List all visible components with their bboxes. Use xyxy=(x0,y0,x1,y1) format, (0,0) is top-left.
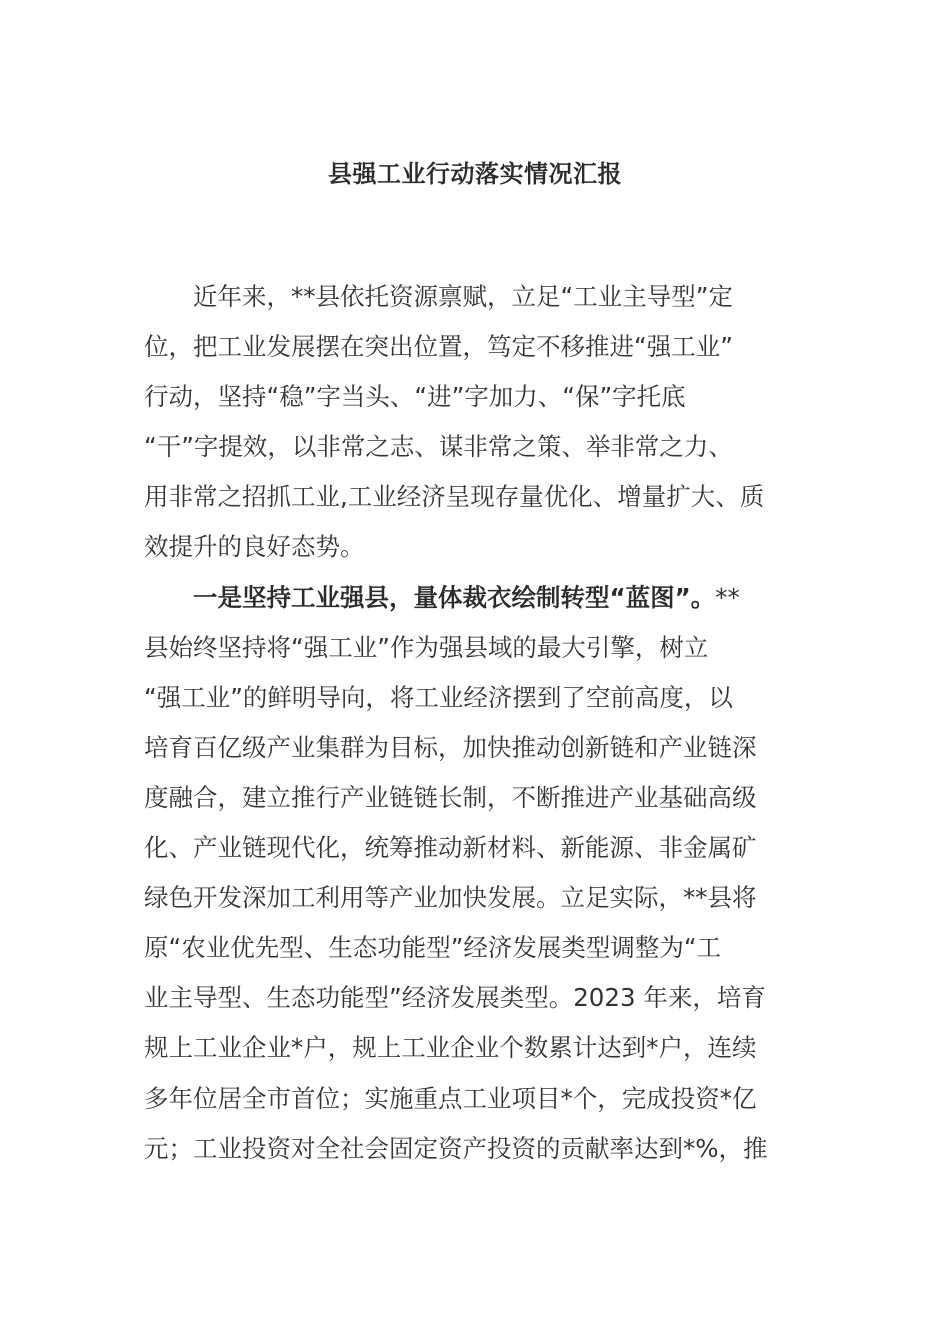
paragraph-2 xyxy=(144,573,806,1174)
paragraph-2-line: 培育百亿级产业集群为目标，加快推动创新链和产业链深 xyxy=(144,732,757,762)
paragraph-2-line: 绿色开发深加工利用等产业加快发展。立足实际，**县将 xyxy=(144,883,757,913)
paragraph-2-line: 原“农业优先型、生态功能型”经济发展类型调整为“工 xyxy=(144,933,722,963)
document-title: 县强工业行动落实情况汇报 xyxy=(328,160,622,188)
paragraph-2-line: 多年位居全市首位；实施重点工业项目*个，完成投资*亿 xyxy=(144,1083,757,1113)
paragraph-1-line: 用非常之招抓工业,工业经济呈现存量优化、增量扩大、质 xyxy=(144,482,765,512)
paragraph-1-line: 近年来，**县依托资源禀赋，立足“工业主导型”定 xyxy=(193,282,733,311)
paragraph-2-line: “强工业”的鲜明导向，将工业经济摆到了空前高度，以 xyxy=(144,682,733,712)
paragraph-2-first-tail: ** xyxy=(715,582,740,612)
paragraph-2-line: 元；工业投资对全社会固定资产投资的贡献率达到*%，推 xyxy=(144,1133,768,1163)
paragraph-2-line: 规上工业企业*户，规上工业企业个数累计达到*户，连续 xyxy=(144,1033,757,1063)
paragraph-1-line: “干”字提效，以非常之志、谋非常之策、举非常之力、 xyxy=(144,432,733,462)
paragraph-2-line: 县始终坚持将“强工业”作为强县域的最大引擎，树立 xyxy=(144,632,709,662)
paragraph-1-line: 位，把工业发展摆在突出位置，笃定不移推进“强工业” xyxy=(144,332,733,362)
document-body xyxy=(144,272,806,1174)
paragraph-2-line: 度融合，建立推行产业链链长制，不断推进产业基础高级 xyxy=(144,782,757,812)
paragraph-2-first-line xyxy=(144,573,806,623)
paragraph-2-line: 业主导型、生态功能型”经济发展类型。2023 年来，培育 xyxy=(144,983,766,1013)
paragraph-1-line: 行动，坚持“稳”字当头、“进”字加力、“保”字托底 xyxy=(144,382,686,412)
paragraph-2-line: 化、产业链现代化，统筹推动新材料、新能源、非金属矿 xyxy=(144,833,757,863)
paragraph-1-line: 效提升的良好态势。 xyxy=(144,532,365,562)
paragraph-1 xyxy=(144,272,806,573)
paragraph-2-lead: 一是坚持工业强县，量体裁衣绘制转型“蓝图”。 xyxy=(193,582,716,612)
